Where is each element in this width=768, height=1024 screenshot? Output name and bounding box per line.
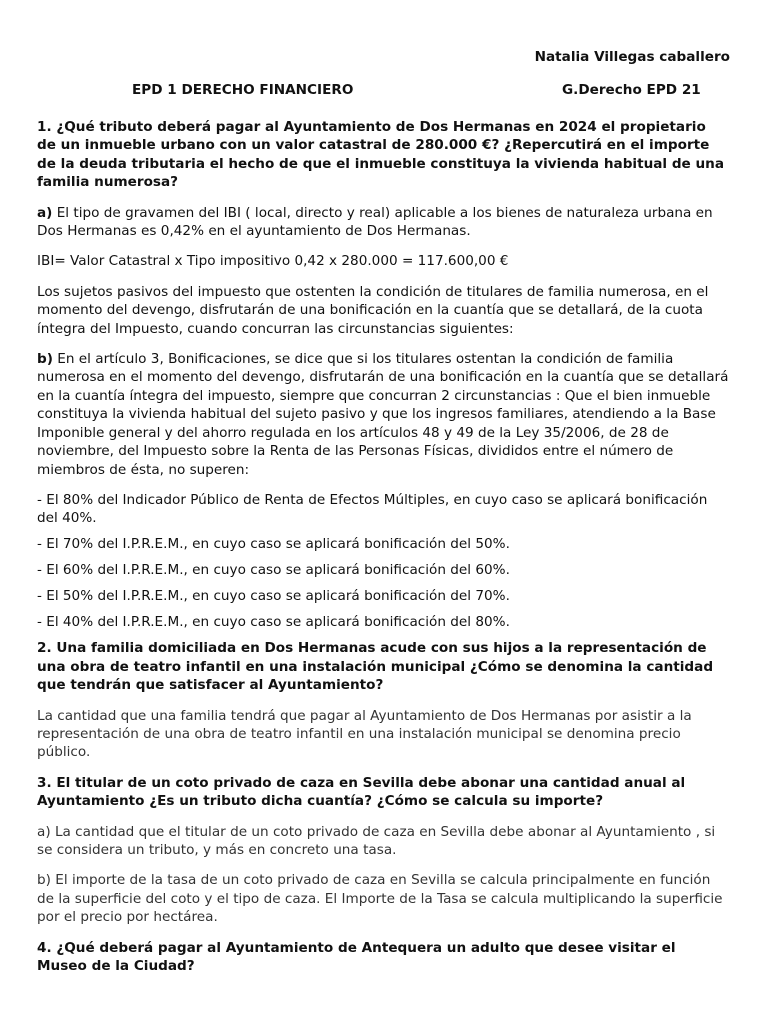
answer-3a: a) La cantidad que el titular de un coto privado de caza en Sevilla debe abonar al Ayuntamiento , si se considera un tributo, y más en concreto una tasa.: [37, 823, 716, 858]
list-item: - El 40% del I.P.R.E.M., en cuyo caso se aplicará bonificación del 80%.: [37, 614, 510, 631]
ibi-formula: IBI= Valor Catastral x Tipo impositivo 0,42 x 280.000 = 117.600,00 €: [37, 253, 509, 270]
group-label: G.Derecho EPD 21: [562, 82, 701, 98]
list-item: - El 60% del I.P.R.E.M., en cuyo caso se aplicará bonificación del 60%.: [37, 562, 510, 579]
answer-1a: [37, 204, 729, 241]
question-4: 4. ¿Qué deberá pagar al Ayuntamiento de Antequera un adulto que desee visitar el Museo de la Ciudad?: [37, 939, 676, 974]
title-row: [0, 82, 768, 102]
answer-1-paragraph: Los sujetos pasivos del impuesto que ostenten la condición de titulares de familia numerosa, en el momento del devengo, disfrutarán de una bonificación en la cuantía que se detallará, de la cuota íntegra del Impuesto, cuando concurran las circunstancias siguientes:: [37, 283, 709, 337]
answer-1b-marker: b): [37, 351, 53, 368]
answer-1b-text: En el artículo 3, Bonificaciones, se dice que si los titulares ostentan la condición de familia numerosa en el momento del devengo, disfrutarán de una bonificación en la cuantía que se detallará en la cuantía íntegra del impuesto, siempre que concurran 2 circunstancias : Que el bien inmueble constituya la vivienda habitual del sujeto pasivo y que los ingresos familiares, atendiendo a la Base Imponible general y del ahorro regulada en los artículos 48 y 49 de la Ley 35/2006, de 28 de noviembre, del Impuesto sobre la Renta de las Personas Físicas, divididos entre el número de miembros de ésta, no superen:: [37, 351, 729, 478]
list-item: - El 80% del Indicador Público de Renta de Efectos Múltiples, en cuyo caso se aplicará bonificación del 40%.: [37, 491, 708, 527]
question-1: 1. ¿Qué tributo deberá pagar al Ayuntamiento de Dos Hermanas en 2024 el propietario de un inmueble urbano con un valor catastral de 280.000 €? ¿Repercutirá en el importe de la deuda tributaria el hecho de que el inmueble constituya la vivienda habitual de una familia numerosa?: [37, 119, 725, 191]
answer-1b: [37, 350, 729, 479]
question-2: 2. Una familia domiciliada en Dos Hermanas acude con sus hijos a la representación de una obra de teatro infantil en una instalación municipal ¿Cómo se denomina la cantidad que tendrán que satisfacer al Ayuntamiento?: [37, 640, 714, 694]
answer-1a-text: El tipo de gravamen del IBI ( local, directo y real) aplicable a los bienes de naturaleza urbana en Dos Hermanas es 0,42% en el ayuntamiento de Dos Hermanas.: [37, 204, 713, 240]
document-body: [37, 118, 729, 987]
subject-title: EPD 1 DERECHO FINANCIERO: [132, 82, 354, 98]
author-name: Natalia Villegas caballero: [534, 49, 730, 65]
answer-3b: b) El importe de la tasa de un coto privado de caza en Sevilla se calcula principalmente en función de la superficie del coto y el tipo de caza. El Importe de la Tasa se calcula multiplicando la superficie por el precio por hectárea.: [37, 872, 723, 926]
list-item: - El 50% del I.P.R.E.M., en cuyo caso se aplicará bonificación del 70%.: [37, 588, 510, 605]
list-item: - El 70% del I.P.R.E.M., en cuyo caso se aplicará bonificación del 50%.: [37, 536, 510, 553]
question-3: 3. El titular de un coto privado de caza en Sevilla debe abonar una cantidad anual al Ayuntamiento ¿Es un tributo dicha cuantía? ¿Cómo se calcula su importe?: [37, 774, 686, 810]
answer-2: La cantidad que una familia tendrá que pagar al Ayuntamiento de Dos Hermanas por asistir a la representación de una obra de teatro infantil en una instalación municipal se denomina precio público.: [37, 707, 692, 761]
answer-1a-marker: a): [37, 204, 53, 221]
